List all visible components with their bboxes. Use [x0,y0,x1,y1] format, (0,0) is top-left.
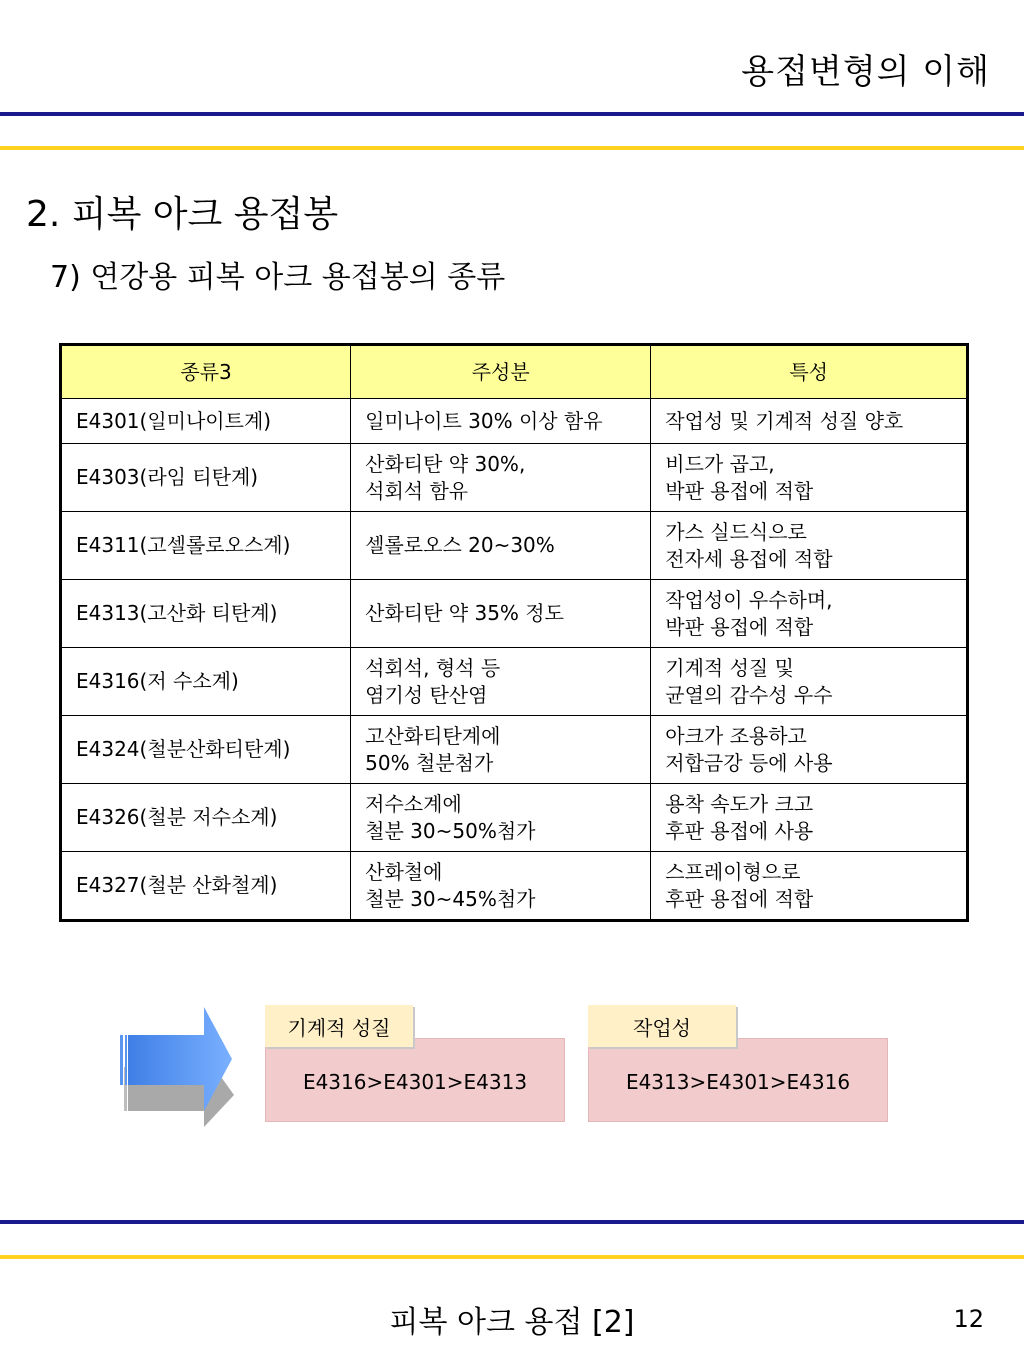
cell-component: 산화티탄 약 30%, 석회석 함유 [351,444,651,512]
sub-title: 7) 연강용 피복 아크 용접봉의 종류 [50,260,506,295]
cell-type: E4313(고산화 티탄계) [61,580,351,648]
cell-component: 산화티탄 약 35% 정도 [351,580,651,648]
cell-type: E4311(고셀롤로오스계) [61,512,351,580]
arrow-right-icon [120,1005,240,1135]
header-rule-navy [0,112,1024,116]
cell-property: 스프레이형으로 후판 용접에 적합 [651,852,968,921]
header-type: 종류3 [61,345,351,399]
cell-type: E4303(라임 티탄계) [61,444,351,512]
header-title: 용접변형의 이해 [741,52,990,92]
mechanical-property-tab: 기계적 성질 [265,1005,413,1047]
cell-type: E4326(철분 저수소계) [61,784,351,852]
footer-rule-gold [0,1255,1024,1259]
table-row [61,648,968,716]
cell-type: E4316(저 수소계) [61,648,351,716]
cell-component: 고산화티탄계에 50% 철분첨가 [351,716,651,784]
cell-component: 석회석, 형석 등 염기성 탄산염 [351,648,651,716]
footer-title: 피복 아크 용접 [2] [389,1305,635,1340]
cell-property: 작업성 및 기계적 성질 양호 [651,399,968,444]
electrode-type-table [59,343,969,922]
page-number: 12 [953,1305,984,1333]
header-rule-gold [0,146,1024,150]
header-component: 주성분 [351,345,651,399]
cell-component: 일미나이트 30% 이상 함유 [351,399,651,444]
cell-property: 비드가 곱고, 박판 용접에 적합 [651,444,968,512]
cell-component: 산화철에 철분 30~45%첨가 [351,852,651,921]
cell-property: 용착 속도가 크고 후판 용접에 사용 [651,784,968,852]
workability-ranking-box: E4313>E4301>E4316 [588,1038,888,1122]
workability-tab: 작업성 [588,1005,736,1047]
table-row [61,716,968,784]
cell-property: 작업성이 우수하며, 박판 용접에 적합 [651,580,968,648]
footer-rule-navy [0,1220,1024,1224]
header-property: 특성 [651,345,968,399]
table-row [61,444,968,512]
cell-property: 아크가 조용하고 저합금강 등에 사용 [651,716,968,784]
table-row [61,852,968,921]
cell-type: E4327(철분 산화철계) [61,852,351,921]
table-header-row [61,345,968,399]
cell-property: 기계적 성질 및 균열의 감수성 우수 [651,648,968,716]
cell-type: E4324(철분산화티탄계) [61,716,351,784]
cell-component: 저수소계에 철분 30~50%첨가 [351,784,651,852]
table-row [61,784,968,852]
cell-property: 가스 실드식으로 전자세 용접에 적합 [651,512,968,580]
table-row [61,580,968,648]
mechanical-ranking-box: E4316>E4301>E4313 [265,1038,565,1122]
section-title: 2. 피복 아크 용접봉 [26,194,339,235]
table-row [61,399,968,444]
table-row [61,512,968,580]
cell-component: 셀롤로오스 20~30% [351,512,651,580]
cell-type: E4301(일미나이트계) [61,399,351,444]
